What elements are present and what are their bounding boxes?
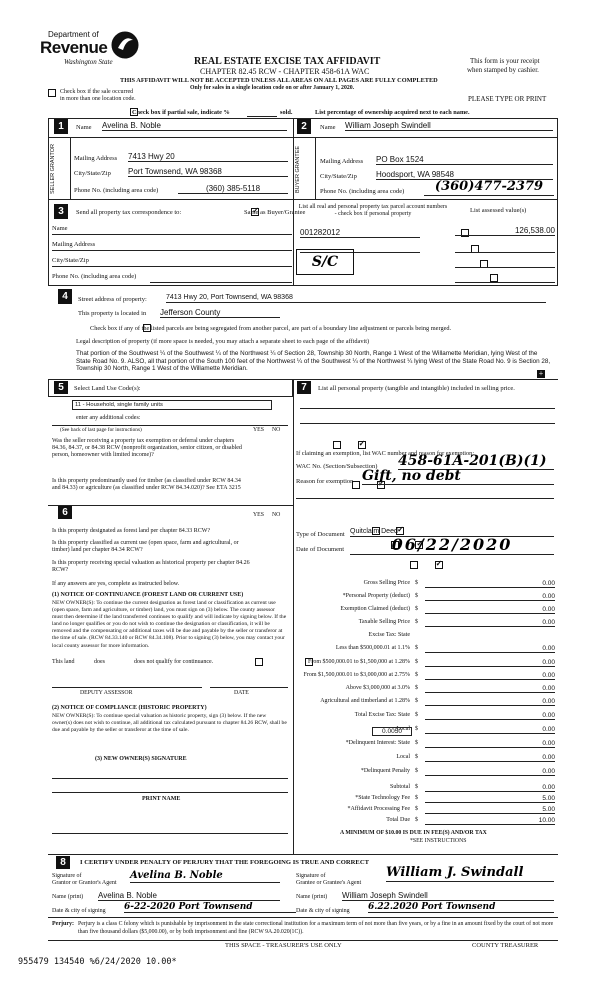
does-label: does xyxy=(94,659,105,665)
seller-mail-label: Mailing Address xyxy=(74,155,118,162)
dollar-sign: $ xyxy=(415,712,418,718)
grantee-print[interactable]: William Joseph Swindell xyxy=(342,891,554,901)
seller-name[interactable]: Avelina B. Noble xyxy=(102,121,287,131)
seller-name-label: Name xyxy=(76,124,92,131)
single-sale-note: Only for sales in a single location code on or after January 1, 2020. xyxy=(190,85,355,91)
dollar-sign: $ xyxy=(415,784,418,790)
land-use-no: NO xyxy=(272,427,281,433)
corr-city-label: City/State/Zip xyxy=(52,257,89,264)
tax-row-value[interactable]: 0.00 xyxy=(425,659,555,667)
new-owner-sig-label: (3) NEW OWNER(S) SIGNATURE xyxy=(95,756,187,762)
revenue-logo-mark-icon xyxy=(110,30,140,60)
tax-row xyxy=(295,645,560,655)
tax-row xyxy=(295,817,560,827)
multi-location-checkbox[interactable] xyxy=(48,89,56,97)
parcel-assessed-value[interactable]: 126,538.00 xyxy=(455,226,555,236)
local-rate[interactable]: 0.0050 xyxy=(372,727,412,736)
multi-location-label-2: in more than one location code. xyxy=(60,96,136,102)
corr-name[interactable] xyxy=(52,234,292,235)
plus-icon[interactable]: + xyxy=(538,369,544,378)
additional-codes[interactable] xyxy=(52,425,288,426)
buyer-mail[interactable]: PO Box 1524 xyxy=(376,155,553,165)
dollar-sign: $ xyxy=(415,659,418,665)
dollar-sign: $ xyxy=(415,606,418,612)
dollar-sign: $ xyxy=(415,817,418,823)
tax-row-value[interactable]: 0.00 xyxy=(425,672,555,680)
tax-row-label: From $1,500,000.01 to $3,000,000 at 2.75% xyxy=(303,672,410,678)
multi-location-label-1: Check box if the sale occurred xyxy=(60,89,134,95)
tax-row xyxy=(295,768,560,778)
tax-row-value[interactable]: 0.00 xyxy=(425,726,555,734)
segregated-label: Check box if any of the listed parcels are being segregated from another parcel, are part of a boundary line adjustment or parcels being merged. xyxy=(90,325,452,332)
print-name-label: PRINT NAME xyxy=(142,796,181,802)
dollar-sign: $ xyxy=(415,685,418,691)
legal-label: Legal description of property (if more space is needed, you may attach a separate sheet to each page of the affidavit) xyxy=(76,338,370,345)
s6-q2: Is this property classified as current use (open space, farm and agricultural, or timber) land per chapter 84.34 RCW? xyxy=(52,540,239,553)
section-8-number: 8 xyxy=(56,856,70,869)
section-4-number: 4 xyxy=(58,289,72,304)
partial-sale-label: Check box if partial sale, indicate % xyxy=(132,109,230,116)
buyer-phone[interactable]: (360)477-2379 xyxy=(424,180,554,196)
deputy-assessor-line[interactable] xyxy=(52,687,202,688)
partial-sale-percent[interactable] xyxy=(247,116,277,117)
this-land-label: This land xyxy=(52,659,75,665)
dollar-sign: $ xyxy=(415,593,418,599)
personal-property-line-1[interactable] xyxy=(300,408,555,409)
seller-side-label: SELLER GRANTOR xyxy=(50,143,56,195)
tax-row-value[interactable]: 0.00 xyxy=(425,685,555,693)
s6-yes: YES xyxy=(253,512,264,518)
grantee-print-label: Name (print) xyxy=(296,894,328,900)
tax-row xyxy=(295,784,560,794)
parcels-header: List all real and personal property tax parcel account numbers - check box if personal property xyxy=(298,204,448,217)
tax-row-label: Gross Selling Price xyxy=(363,580,410,586)
form-chapter: CHAPTER 82.45 RCW - CHAPTER 458-61A WAC xyxy=(200,67,370,76)
buyer-mail-label: Mailing Address xyxy=(320,158,364,165)
section-6-number: 6 xyxy=(58,506,72,519)
land-use-code[interactable]: 11 - Household, single family units xyxy=(72,400,272,410)
grantee-date[interactable]: 6.22.2020 Port Townsend xyxy=(368,902,554,913)
s6-if-yes: If any answers are yes, complete as instructed below. xyxy=(52,581,180,587)
section-3-number: 3 xyxy=(54,204,68,219)
personal-property-line-2[interactable] xyxy=(300,423,555,424)
tax-row-label: Subtotal xyxy=(389,784,410,790)
seller-phone-label: Phone No. (including area code) xyxy=(74,187,159,194)
assessed-line-3[interactable] xyxy=(455,267,555,268)
dollar-sign: $ xyxy=(415,768,418,774)
seller-phone[interactable]: (360) 385-5118 xyxy=(178,184,288,194)
dept-name: Revenue xyxy=(40,38,108,57)
same-as-buyer-label: Same as Buyer/Grantee xyxy=(244,209,306,216)
notice2-title: (2) NOTICE OF COMPLIANCE (HISTORIC PROPERTY) xyxy=(52,705,207,711)
buyer-city-label: City/State/Zip xyxy=(320,173,357,180)
tax-row xyxy=(295,754,560,764)
buyer-name[interactable]: William Joseph Swindell xyxy=(345,121,553,131)
partial-sale-sold: sold. xyxy=(280,109,293,116)
tax-row-value[interactable]: 0.00 xyxy=(425,712,555,720)
county-treasurer: COUNTY TREASURER xyxy=(472,942,539,949)
grantor-print-label: Name (print) xyxy=(52,894,84,900)
tax-row-label: *Affidavit Processing Fee xyxy=(347,806,410,812)
dollar-sign: $ xyxy=(415,698,418,704)
notice1-title: (1) NOTICE OF CONTINUANCE (FOREST LAND OR CURRENT USE) xyxy=(52,592,244,598)
tax-row-label: *Delinquent Penalty xyxy=(360,768,410,774)
dept-line: Department of xyxy=(48,30,99,39)
tax-row-value[interactable]: 0.00 xyxy=(425,768,555,776)
land-use-q2: Is this property predominantly used for timber (as classified under RCW 84.34 and 84.33) or agriculture (as classified under RCW 84.34.020)? See ETA 3215 xyxy=(52,478,241,491)
legal-description[interactable]: That portion of the Southwest ¼ of the Southwest ¼ of the Northwest ¼ of Section 28, Township 30 North, Range 1 West of the Willamette Meridian, lying West of the State Road No. 9. ALSO, all that portion of the South 100 feet of the Northwest ¼ of the Southwest ¼ of the Northwest ¼ lying West of the State Road No. 9 is Section 28, Township 30 North, Range 1 West of the Willamette Meridian. xyxy=(76,350,551,373)
tax-row-value[interactable]: 0.00 xyxy=(425,698,555,706)
doc-date-label: Date of Document xyxy=(296,546,345,553)
percentage-note: List percentage of ownership acquired next to each name. xyxy=(315,109,470,116)
new-owner-sig-line-1[interactable] xyxy=(52,778,288,779)
tax-row-label: *Personal Property (deduct) xyxy=(342,593,410,599)
perjury-text: Perjury is a class C felony which is punishable by imprisonment in the state correctional institution for a maximum term of not more than five years, or by a fine in an amount fixed by the court of not more than five thousand dollars ($5,000.00), or by both imprisonment and fine (RCW 9A.20.020(1C)). xyxy=(78,921,554,935)
exemption-claim-label: If claiming an exemption, list WAC number and reason for exemption: xyxy=(296,450,475,457)
doc-type[interactable]: Quitclaim Deed xyxy=(350,528,554,537)
deputy-date-line[interactable] xyxy=(210,687,288,688)
buyer-side-label: BUYER GRANTEE xyxy=(295,145,301,193)
see-instructions: *SEE INSTRUCTIONS xyxy=(410,838,467,844)
street-label: Street address of property: xyxy=(78,296,147,303)
tax-row xyxy=(295,672,560,682)
tax-row-label: Exemption Claimed (deduct) xyxy=(340,606,410,612)
land-use-label: Select Land Use Code(s): xyxy=(74,385,141,392)
dollar-sign: $ xyxy=(415,645,418,651)
dollar-sign: $ xyxy=(415,806,418,812)
tax-row-value[interactable]: 0.00 xyxy=(425,606,555,614)
dollar-sign: $ xyxy=(415,619,418,625)
see-back-label: (See back of last page for instructions) xyxy=(60,427,142,433)
dollar-sign: $ xyxy=(415,580,418,586)
corr-mail[interactable] xyxy=(52,250,292,251)
dollar-sign: $ xyxy=(415,672,418,678)
s6-no: NO xyxy=(272,512,281,518)
section-5-number: 5 xyxy=(54,381,68,394)
receipt-note-2: when stamped by cashier. xyxy=(467,66,539,74)
tax-row-value[interactable]: 0.00 xyxy=(425,740,555,748)
tax-row-value[interactable]: 0.00 xyxy=(425,754,555,762)
does-checkbox[interactable] xyxy=(255,658,263,666)
doc-date[interactable]: 06/22/2020 xyxy=(350,536,554,555)
tax-row xyxy=(295,606,560,616)
wac-number[interactable]: 458-61A-201(B)(1) xyxy=(398,453,554,470)
tax-row xyxy=(295,806,560,816)
exemption-reason[interactable]: Gift, no debt xyxy=(362,468,554,485)
grantor-sig-label-1: Signature of xyxy=(52,873,82,879)
tax-row-label: Less than $500,000.01 at 1.1% xyxy=(335,645,410,651)
located-label: This property is located in xyxy=(78,310,147,317)
parcel-number[interactable]: 001282012 xyxy=(300,228,420,238)
tax-row-value[interactable]: 0.00 xyxy=(425,619,555,627)
tax-row xyxy=(295,712,560,722)
tax-row-value[interactable]: 10.00 xyxy=(425,817,555,825)
grantor-sig-label-2: Grantor or Grantor's Agent xyxy=(52,880,117,886)
grantee-signature[interactable]: William J. Swindall xyxy=(386,866,554,882)
state-line: Washington State xyxy=(64,58,113,66)
notice2-text: NEW OWNER(S): To continue special valuation as historic property, sign (3) below. If the new owner(s) does not wish to continue, all additional tax calculated pursuant to chapter 84.26 RCW, shall be due and payable by the seller or transferor at the time of sale. xyxy=(52,713,287,734)
tax-row xyxy=(295,726,560,736)
corr-phone[interactable] xyxy=(150,282,292,283)
cashier-stamp: 955479 134540 %6/24/2020 10.00* xyxy=(18,957,177,967)
tax-row xyxy=(295,795,560,805)
deputy-assessor-label: DEPUTY ASSESSOR xyxy=(80,690,133,696)
tax-row-value[interactable]: 0.00 xyxy=(425,580,555,588)
corr-city[interactable] xyxy=(52,266,292,267)
s6-q3: Is this property receiving special valuation as historical property per chapter 84.26 RCW? xyxy=(52,560,250,573)
tax-row xyxy=(295,685,560,695)
correspondence-label: Send all property tax correspondence to: xyxy=(76,209,182,216)
wac-label: WAC No. (Section/Subsection) xyxy=(296,463,378,470)
property-street[interactable]: 7413 Hwy 20, Port Townsend, WA 98368 xyxy=(166,294,546,303)
s6-q1: Is this property designated as forest land per chapter 84.33 RCW? xyxy=(52,528,211,534)
new-owner-sig-line-2[interactable] xyxy=(52,792,288,793)
land-use-yes: YES xyxy=(253,427,264,433)
revenue-logo xyxy=(40,30,150,72)
tax-row-label: Local xyxy=(396,726,410,732)
minimum-note: A MINIMUM OF $10.00 IS DUE IN FEE(S) AND/OR TAX xyxy=(340,830,487,836)
tax-row-value[interactable]: 0.00 xyxy=(425,593,555,601)
tax-row xyxy=(295,632,560,642)
seller-city-label: City/State/Zip xyxy=(74,170,111,177)
grantee-sig-label-1: Signature of xyxy=(296,873,326,879)
doc-type-label: Type of Document xyxy=(296,531,345,538)
tax-row-label: From $500,000.01 to $1,500,000 at 1.28% xyxy=(308,659,410,665)
section-2-number: 2 xyxy=(297,119,311,134)
reason-line-2[interactable] xyxy=(296,498,554,499)
notice1-text: NEW OWNER(S): To continue the current designation as forest land or classification as current use (open space, farm and agriculture, or timber) land, you must sign on (3) below. The county assessor must then determine if the land transferred continues to qualify and will indicate by signing below. If the land no longer qualifies or you do not wish to continue the designation or classification, it will be removed and the compensating or additional taxes will be due and payable by the seller or transferor at the time of sale. (RCW 84.33.140 or RCW 84.34.108). Prior to signing (3) below, you may contact your local county assessor for more information. xyxy=(52,600,287,649)
tax-row xyxy=(295,698,560,708)
tax-row-value[interactable]: 5.00 xyxy=(425,806,555,814)
q2-yes-checkbox[interactable] xyxy=(352,481,360,489)
q1-yes-checkbox[interactable] xyxy=(333,441,341,449)
dollar-sign: $ xyxy=(415,726,418,732)
section-7-number: 7 xyxy=(297,381,311,394)
property-located[interactable]: Jefferson County xyxy=(160,308,280,318)
deputy-date-label: DATE xyxy=(234,690,249,696)
tax-row-label: Agricultural and timberland at 1.28% xyxy=(320,698,410,704)
tax-row-label: Local xyxy=(396,754,410,760)
seller-mail[interactable]: 7413 Hwy 20 xyxy=(128,152,288,162)
buyer-phone-label: Phone No. (including area code) xyxy=(320,188,405,195)
tax-row-label: *Delinquent Interest: State xyxy=(345,740,410,746)
grantor-date-label: Date & city of signing xyxy=(52,908,106,914)
assessed-line-4[interactable] xyxy=(455,282,555,283)
tax-row-label: Taxable Selling Price xyxy=(358,619,410,625)
assessed-header: List assessed value(s) xyxy=(470,207,527,214)
tax-row xyxy=(295,659,560,669)
dollar-sign: $ xyxy=(415,754,418,760)
tax-row xyxy=(295,619,560,629)
sc-stamp: S/C xyxy=(296,249,354,275)
land-use-q1: Was the seller receiving a property tax exemption or deferral under chapters 84.36, 84.37, or 84.38 RCW (nonprofit organization, senior citizen, or disabled person, homeowner with limited income)? xyxy=(52,438,242,458)
corr-phone-label: Phone No. (including area code) xyxy=(52,273,137,280)
grantor-print[interactable]: Avelina B. Noble xyxy=(98,891,280,901)
tax-row xyxy=(295,593,560,603)
tax-row-value[interactable]: 5.00 xyxy=(425,795,555,803)
form-warning: THIS AFFIDAVIT WILL NOT BE ACCEPTED UNLESS ALL AREAS ON ALL PAGES ARE FULLY COMPLETED xyxy=(120,77,438,84)
grantor-date[interactable]: 6-22-2020 Port Townsend xyxy=(124,902,296,913)
seller-city[interactable]: Port Townsend, WA 98368 xyxy=(128,167,288,177)
grantee-sig-label-2: Grantee or Grantee's Agent xyxy=(296,880,362,886)
tax-row-value[interactable]: 0.00 xyxy=(425,784,555,792)
tax-row-label: Excise Tax: State xyxy=(368,632,410,638)
q1-no-checkbox[interactable] xyxy=(358,441,366,449)
assessed-line-2[interactable] xyxy=(455,252,555,253)
receipt-note-1: This form is your receipt xyxy=(470,57,540,65)
dollar-sign: $ xyxy=(415,795,418,801)
tax-row-label: Above $3,000,000 at 3.0% xyxy=(345,685,410,691)
corr-mail-label: Mailing Address xyxy=(52,241,96,248)
personal-property-label: List all personal property (tangible and intangible) included in selling price. xyxy=(318,385,515,392)
form-title: REAL ESTATE EXCISE TAX AFFIDAVIT xyxy=(194,56,381,67)
s6-q3-yes-checkbox[interactable] xyxy=(410,561,418,569)
tax-row-label: Total Excise Tax: State xyxy=(354,712,410,718)
treasurer-use: THIS SPACE - TREASURER'S USE ONLY xyxy=(225,942,342,949)
dollar-sign: $ xyxy=(415,740,418,746)
please-type: PLEASE TYPE OR PRINT xyxy=(468,95,547,103)
buyer-city[interactable]: Hoodsport, WA 98548 xyxy=(376,170,553,180)
additional-codes-label: enter any additional codes: xyxy=(76,415,141,421)
tax-row-label: Total Due xyxy=(386,817,410,823)
print-name-line[interactable] xyxy=(52,833,288,834)
certify-statement: I CERTIFY UNDER PENALTY OF PERJURY THAT THE FOREGOING IS TRUE AND CORRECT xyxy=(80,859,369,866)
corr-name-label: Name xyxy=(52,225,68,232)
does-not-label: does not qualify for continuance. xyxy=(134,659,214,665)
grantee-date-label: Date & city of signing xyxy=(296,908,350,914)
perjury-label: Perjury: xyxy=(52,921,74,927)
parcel-personal-checkbox-4[interactable] xyxy=(490,274,498,282)
grantor-signature[interactable]: Avelina B. Noble xyxy=(130,870,280,883)
s6-q3-no-checkbox[interactable] xyxy=(435,561,443,569)
tax-row-value[interactable]: 0.00 xyxy=(425,645,555,653)
buyer-name-label: Name xyxy=(320,124,336,131)
reason-label: Reason for exemption xyxy=(296,478,354,485)
tax-row xyxy=(295,580,560,590)
tax-row-label: *State Technology Fee xyxy=(355,795,410,801)
tax-row xyxy=(295,740,560,750)
section-1-number: 1 xyxy=(54,119,68,134)
